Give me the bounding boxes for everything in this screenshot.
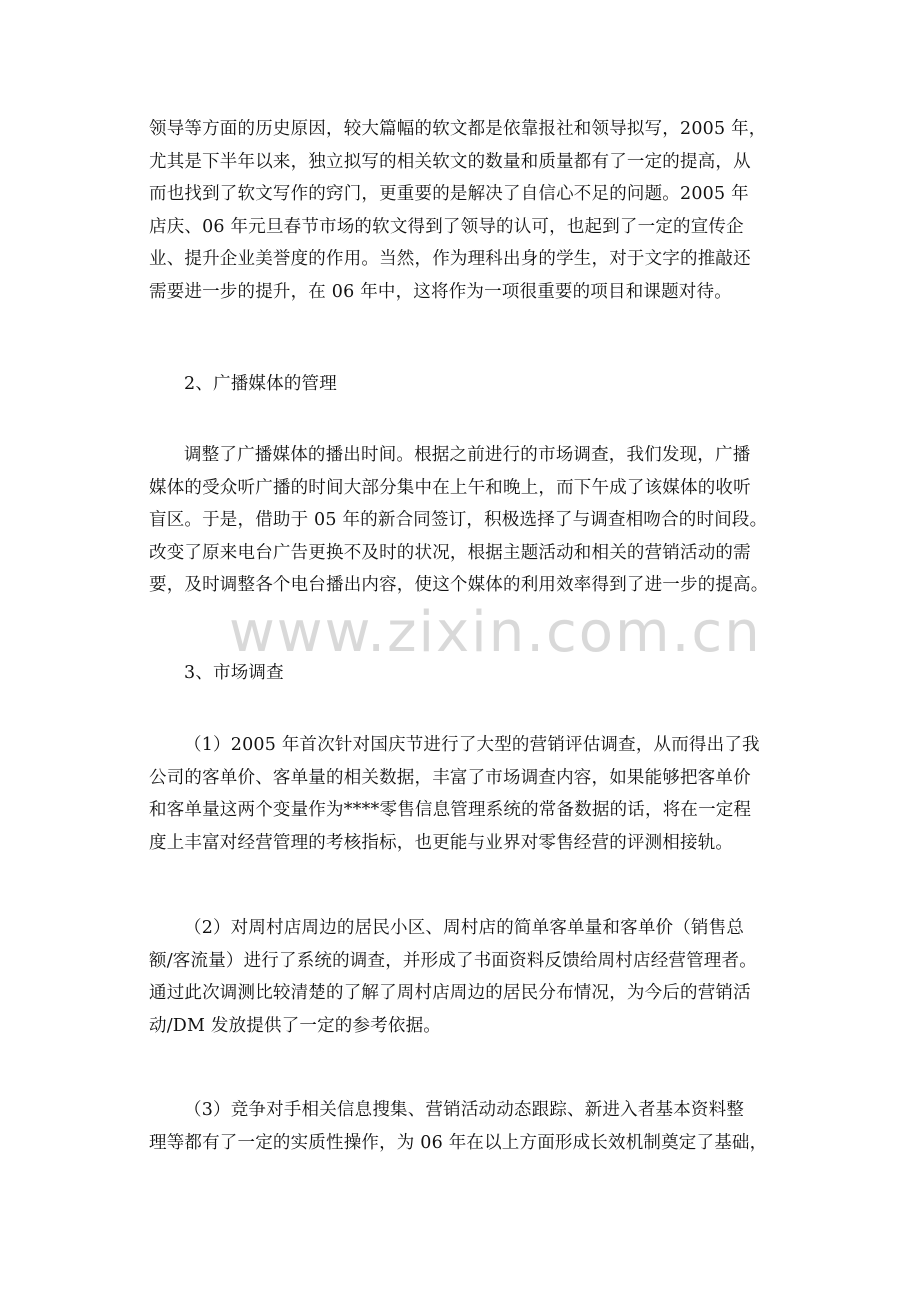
paragraph-radio-media xyxy=(149,439,789,602)
paragraph-line: 理等都有了一定的实质性操作，为 06 年在以上方面形成长效机制奠定了基础， xyxy=(149,1132,768,1153)
paragraph-survey-item-3 xyxy=(149,1094,789,1159)
paragraph-line: 要，及时调整各个电台播出内容，使这个媒体的利用效率得到了进一步的提高。 xyxy=(149,575,769,595)
paragraph-line: （1）2005 年首次针对国庆节进行了大型的营销评估调查，从而得出了我 xyxy=(184,735,760,755)
paragraph-line: 业、提升企业美誉度的作用。当然，作为理科出身的学生，对于文字的推敲还 xyxy=(149,249,751,269)
paragraph-line: （2）对周村店周边的居民小区、周村店的简单客单量和客单价（销售总 xyxy=(184,918,745,938)
paragraph-line: 和客单量这两个变量作为****零售信息管理系统的常备数据的话，将在一定程 xyxy=(149,800,752,820)
paragraph-survey-item-1 xyxy=(149,729,789,859)
paragraph-line: 通过此次调测比较清楚的了解了周村店周边的居民分布情况，为今后的营销活 xyxy=(149,983,751,1003)
section-heading-market-survey xyxy=(149,657,789,690)
paragraph-soft-article xyxy=(149,113,789,308)
paragraph-line: 动/DM 发放提供了一定的参考依据。 xyxy=(149,1015,442,1036)
paragraph-line: 而也找到了软文写作的窍门，更重要的是解决了自信心不足的问题。2005 年 xyxy=(149,184,749,204)
paragraph-line: 尤其是下半年以来，独立拟写的相关软文的数量和质量都有了一定的提高，从 xyxy=(149,151,751,172)
section-heading: 3、市场调查 xyxy=(184,663,284,683)
paragraph-line: 公司的客单价、客单量的相关数据，丰富了市场调查内容，如果能够把客单价 xyxy=(149,767,751,788)
paragraph-survey-item-2 xyxy=(149,912,789,1042)
paragraph-line: 盲区。于是，借助于 05 年的新合同签订，积极选择了与调查相吻合的时间段。 xyxy=(149,510,768,530)
paragraph-line: 店庆、06 年元旦春节市场的软文得到了领导的认可，也起到了一定的宣传企 xyxy=(149,216,744,237)
paragraph-line: 媒体的受众听广播的时间大部分集中在上午和晚上，而下午成了该媒体的收听 xyxy=(149,477,751,498)
paragraph-line: 需要进一步的提升，在 06 年中，这将作为一项很重要的项目和课题对待。 xyxy=(149,281,732,302)
paragraph-line: 额/客流量）进行了系统的调查，并形成了书面资料反馈给周村店经营管理者。 xyxy=(149,950,757,971)
section-heading: 2、广播媒体的管理 xyxy=(184,374,337,394)
paragraph-line: 领导等方面的历史原因，较大篇幅的软文都是依靠报社和领导拟写，2005 年， xyxy=(149,119,767,139)
paragraph-line: 改变了原来电台广告更换不及时的状况，根据主题活动和相关的营销活动的需 xyxy=(149,542,751,563)
section-heading-radio-media xyxy=(149,368,789,401)
watermark: www.zixin.com.cn xyxy=(229,600,762,665)
paragraph-line: 调整了广播媒体的播出时间。根据之前进行的市场调查，我们发现，广播 xyxy=(184,445,751,465)
paragraph-line: 度上丰富对经营管理的考核指标，也更能与业界对零售经营的评测相接轨。 xyxy=(149,832,734,853)
paragraph-line: （3）竞争对手相关信息搜集、营销活动动态跟踪、新进入者基本资料整 xyxy=(184,1100,745,1120)
